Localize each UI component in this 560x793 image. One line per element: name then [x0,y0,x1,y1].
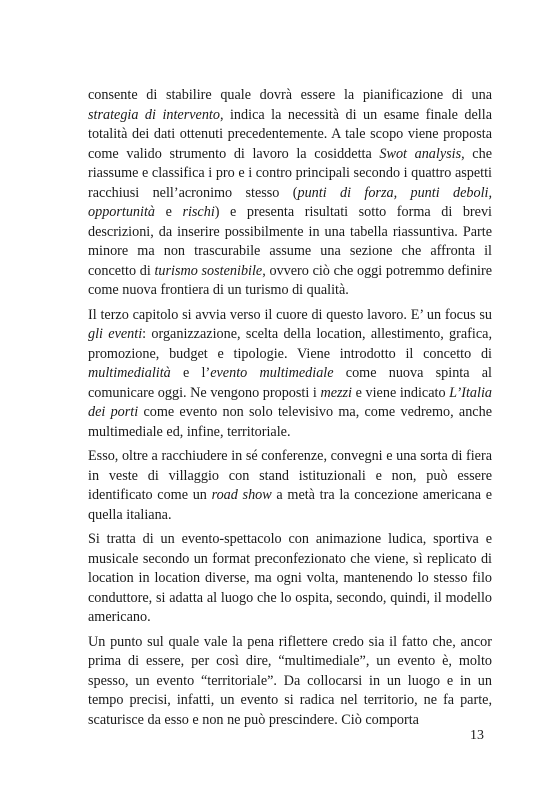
italic-text: road show [211,487,272,503]
italic-text: rischi [182,204,215,220]
text-run: Esso, oltre a racchiudere in sé conferenze, convegni e una sorta di fiera in veste di villaggio con stand istituzionali e non, può essere identificato come un [88,448,492,503]
italic-text: turismo sostenibile [154,262,263,279]
text-run: , che riassume e classifica i pro e i contro principali secondo i quattro aspetti racchiusi nell’acronimo stesso ( [88,145,492,201]
text-run: consente di stabilire quale dovrà essere la pianificazione di una [88,87,492,103]
text-run: : organizzazione, scelta della location, allestimento, grafica, promozione, budget e tipologie. Viene introdotto il concetto di [88,326,492,362]
text-run: e l’ [170,365,211,381]
text-run: come nuova spinta al comunicare oggi. Ne vengono proposti i [88,365,492,401]
paragraph-1 [88,86,492,301]
text-run: Si tratta di un evento-spettacolo con animazione ludica, sportiva e musicale secondo un format preconfezionato che viene, sì replicato di location in location diverse, ma ogni volta, mantenendo lo stesso filo conduttore, si adatta al luogo che lo ospita, secondo, quindi, il modello americano. [88,531,492,625]
page-number: 13 [470,728,484,743]
paragraph-2 [88,306,492,443]
italic-text: Swot analysis [379,145,462,162]
text-run: Il terzo capitolo si avvia verso il cuore di questo lavoro. E’ un focus su [88,306,492,323]
italic-text: strategia di intervento [88,106,220,123]
text-run: e [155,204,183,220]
italic-text: punti di forza, punti deboli, opportunità [88,184,493,220]
text-run: a metà tra la concezione americana e quella italiana. [88,487,492,523]
paragraph-4 [88,530,492,628]
paragraph-3 [88,447,492,525]
paragraph-5 [88,633,492,731]
italic-text: gli eventi [88,326,143,342]
text-run: ) e presenta risultati sotto forma di brevi descrizioni, da inserire possibilmente in una tabella riassuntiva. Parte minore ma non trascurabile assume una sezione che affronta il concetto di [88,204,492,279]
text-run: e viene indicato [352,384,450,401]
text-run: come evento non solo televisivo ma, come vedremo, anche multimediale ed, infine, territoriale. [88,404,492,440]
italic-text: evento multimediale [210,365,334,381]
text-run: , indica la necessità di un esame finale della totalità dei dati ottenuti precedentemente. A tale scopo viene proposta come valido strumento di lavoro la cosiddetta [88,106,492,162]
italic-text: multimedialità [88,365,171,381]
italic-text: L’Italia dei porti [88,384,492,420]
text-run: , ovvero ciò che oggi potremmo definire come nuova frontiera di un turismo di qualità. [88,262,493,298]
document-page [88,86,492,735]
text-run: Un punto sul quale vale la pena riflettere credo sia il fatto che, ancor prima di essere, per così dire, “multimediale”, un evento è, molto spesso, un evento “territoriale”. Da collocarsi in un luogo e in un tempo precisi, infatti, un evento si radica nel territorio, ne fa parte, scaturisce da esso e non ne può prescindere. Ciò comporta [88,633,492,728]
italic-text: mezzi [320,384,352,401]
